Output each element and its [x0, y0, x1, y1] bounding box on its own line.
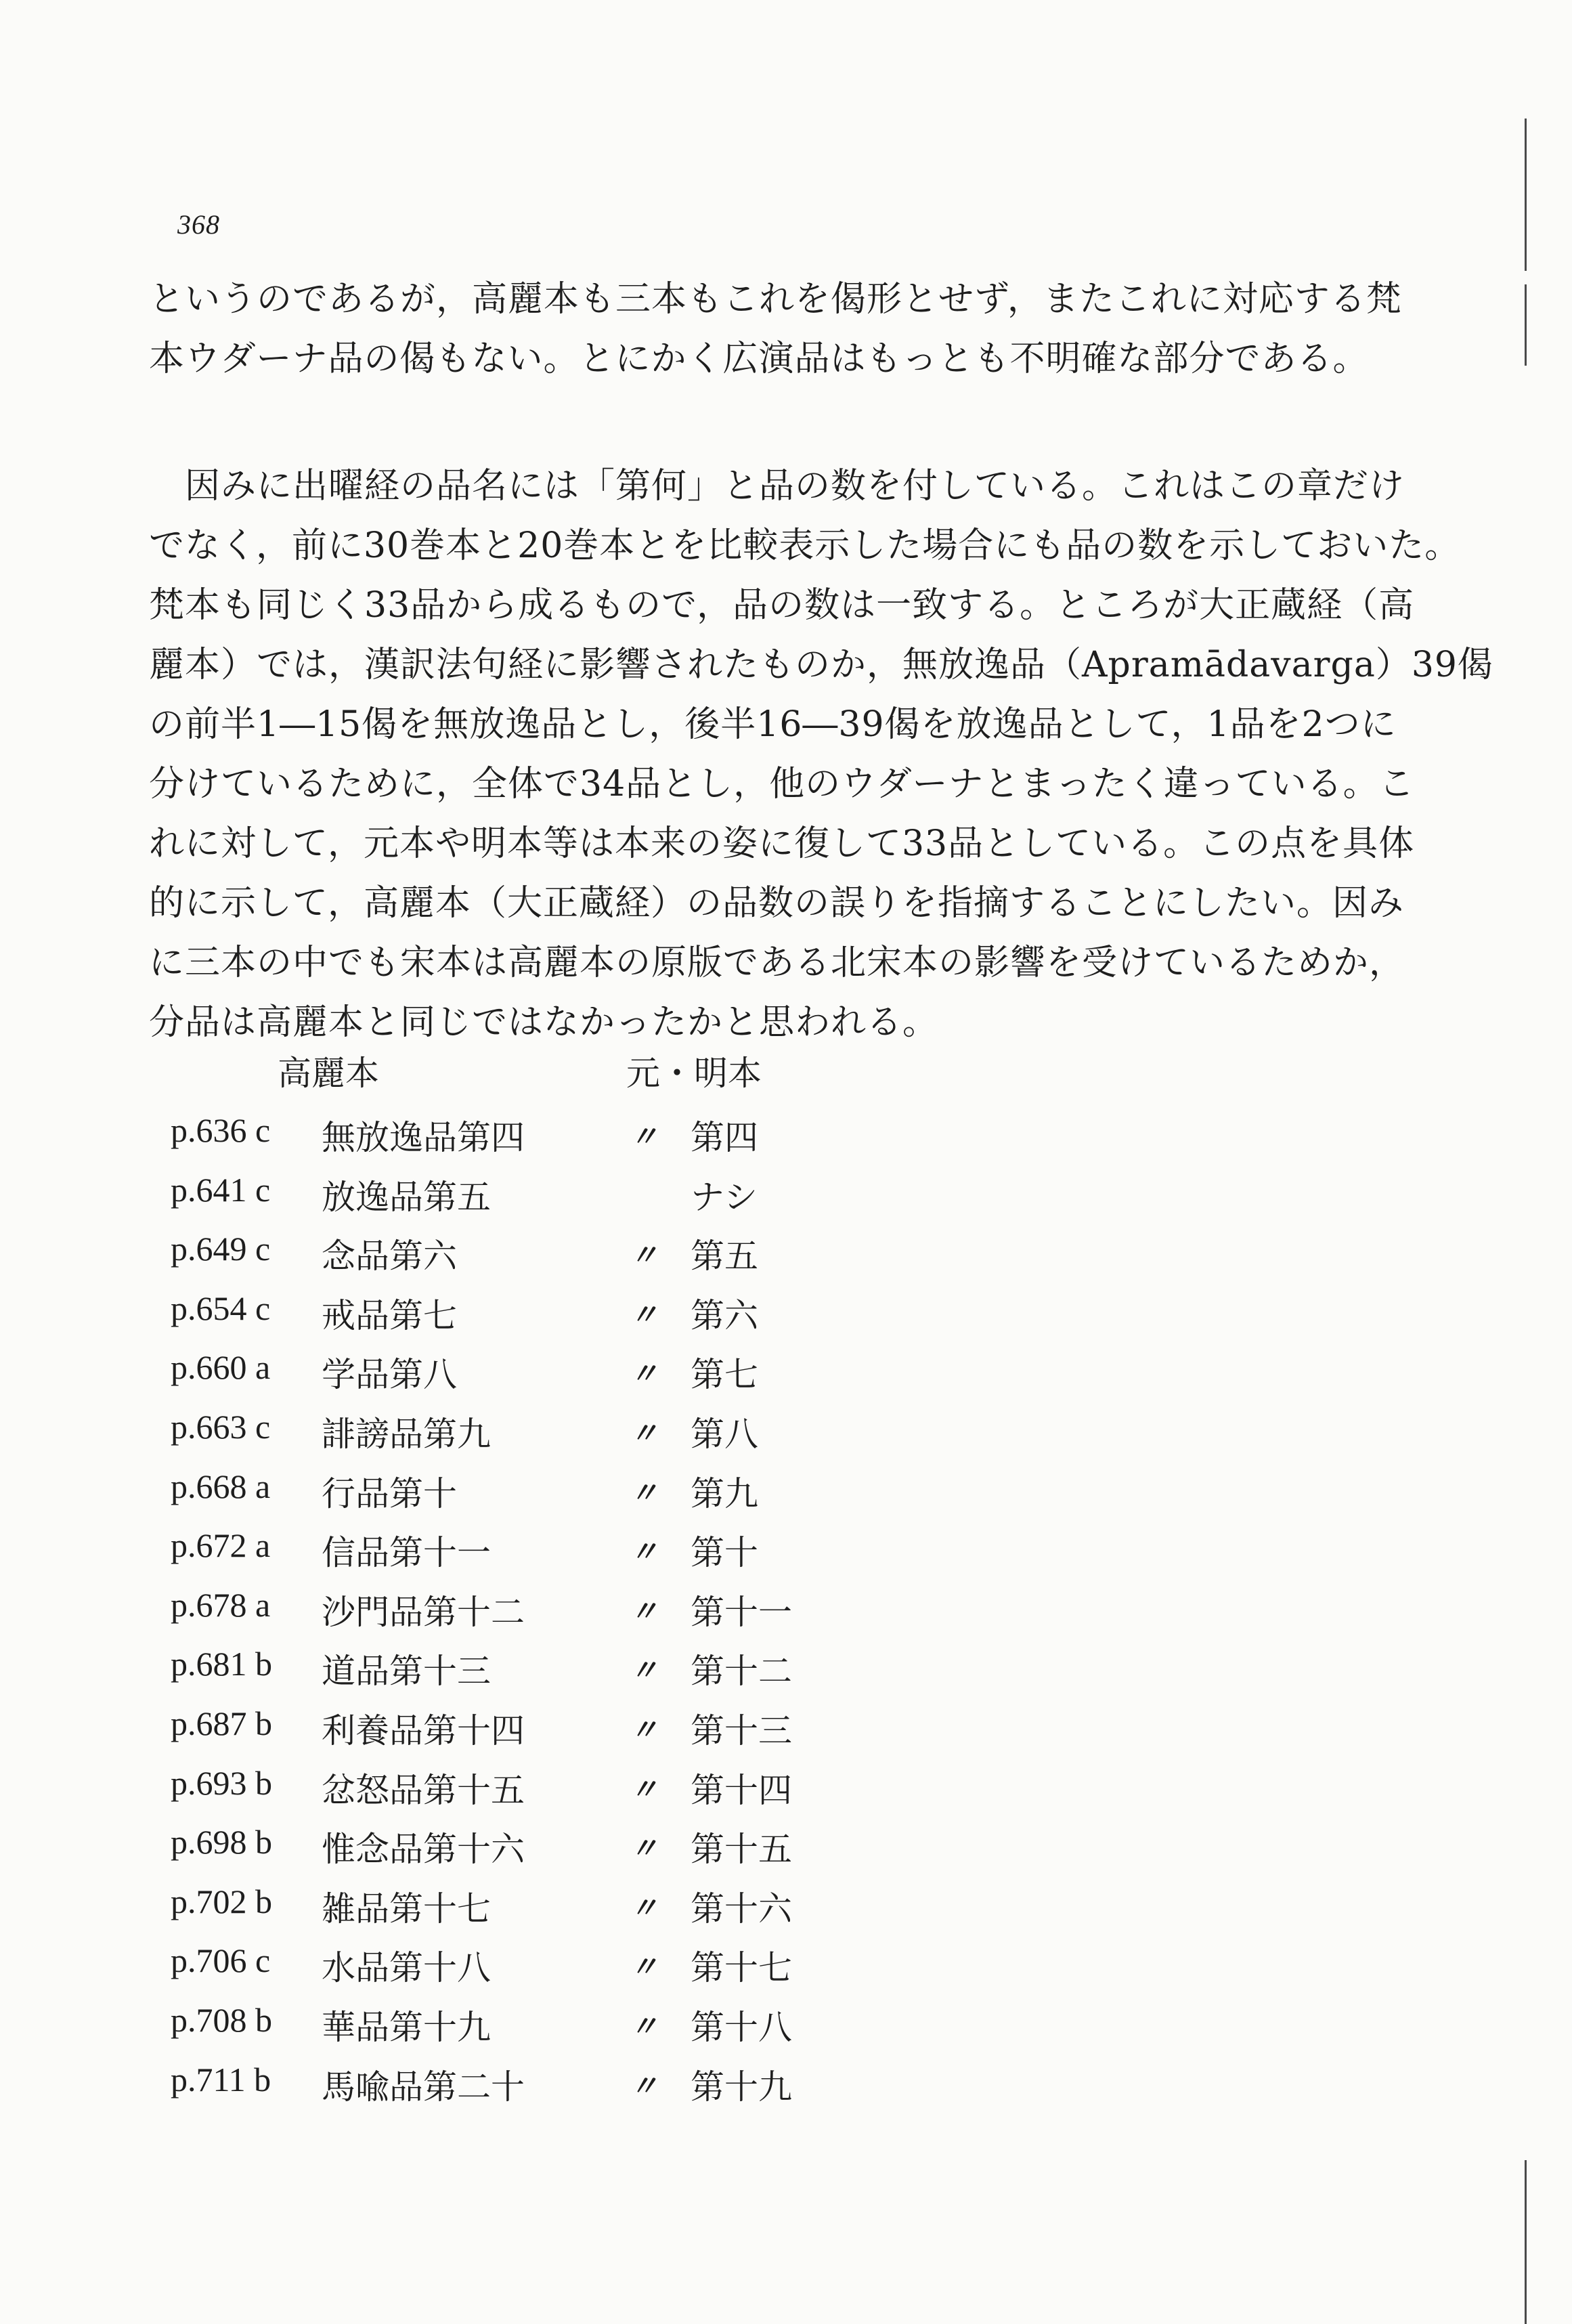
- paragraph-line: 分けているために，全体で34品とし，他のウダーナとまったく違っている。こ: [149, 764, 1415, 804]
- yuan-ming-chapter: 第十五: [691, 1830, 792, 1870]
- page-ref: p.693 b: [171, 1763, 272, 1802]
- yuan-ming-chapter: 第六: [691, 1295, 758, 1335]
- korea-chapter: 惟念品第十六: [322, 1830, 525, 1870]
- korea-chapter: 沙門品第十二: [322, 1592, 525, 1632]
- ditto-mark: 〃: [630, 1359, 659, 1391]
- ditto-mark: 〃: [630, 1656, 659, 1687]
- ditto-mark: 〃: [630, 2011, 659, 2043]
- paragraph-line: れに対して，元本や明本等は本来の姿に復して33品としている。この点を具体: [149, 823, 1415, 864]
- korea-chapter: 利養品第十四: [322, 1710, 525, 1750]
- page-ref: p.668 a: [171, 1467, 271, 1505]
- table-row: [0, 1289, 1572, 1348]
- yuan-ming-chapter: 第十九: [691, 2067, 792, 2107]
- edge-mark-upper: [1525, 284, 1527, 366]
- korea-chapter: 華品第十九: [322, 2007, 491, 2047]
- table-row: [0, 1170, 1572, 1230]
- yuan-ming-chapter: 第八: [691, 1414, 758, 1454]
- korea-chapter: 忿怒品第十五: [322, 1770, 525, 1810]
- yuan-ming-chapter: 第七: [691, 1355, 758, 1395]
- table-row: [0, 2000, 1572, 2060]
- ditto-mark: 〃: [630, 2071, 659, 2103]
- page-ref: p.698 b: [171, 1823, 272, 1862]
- page-ref: p.708 b: [171, 2000, 272, 2039]
- page-ref: p.649 c: [171, 1230, 271, 1268]
- yuan-ming-chapter: 第十一: [691, 1592, 792, 1632]
- paragraph-line: というのであるが，高麗本も三本もこれを偈形とせず，またこれに対応する梵: [149, 279, 1402, 320]
- ditto-mark: 〃: [630, 1478, 659, 1509]
- ditto-mark: 〃: [630, 1952, 659, 1984]
- ditto-mark: 〃: [630, 1241, 659, 1272]
- table-row: [0, 1111, 1572, 1170]
- table-row: [0, 1763, 1572, 1823]
- page-ref: p.681 b: [171, 1645, 272, 1683]
- page-ref: p.636 c: [171, 1111, 271, 1149]
- paragraph-line: に三本の中でも宋本は高麗本の原版である北宋本の影響を受けているためか，: [149, 943, 1405, 983]
- korea-chapter: 行品第十: [322, 1473, 457, 1513]
- page-ref: p.678 a: [171, 1585, 271, 1624]
- yuan-ming-chapter: 第十二: [691, 1652, 792, 1692]
- page-ref: p.641 c: [171, 1170, 271, 1209]
- yuan-ming-chapter: ナシ: [691, 1177, 758, 1217]
- page-ref: p.663 c: [171, 1407, 271, 1446]
- korea-chapter: 道品第十三: [322, 1652, 491, 1692]
- page-ref: p.660 a: [171, 1348, 271, 1387]
- korea-chapter: 放逸品第五: [322, 1177, 491, 1217]
- ditto-mark: 〃: [630, 1299, 659, 1331]
- yuan-ming-chapter: 第十八: [691, 2007, 792, 2047]
- page-ref: p.687 b: [171, 1704, 272, 1742]
- table-header-korea: 高麗本: [278, 1054, 379, 1093]
- table-row: [0, 2060, 1572, 2119]
- ditto-mark: 〃: [630, 1893, 659, 1924]
- korea-chapter: 水品第十八: [322, 1948, 491, 1988]
- table-row: [0, 1822, 1572, 1882]
- comparison-table: [0, 1111, 1572, 2119]
- yuan-ming-chapter: 第十三: [691, 1710, 792, 1750]
- yuan-ming-chapter: 第十七: [691, 1948, 792, 1988]
- table-row: [0, 1348, 1572, 1407]
- table-row: [0, 1467, 1572, 1526]
- yuan-ming-chapter: 第九: [691, 1473, 758, 1513]
- table-row: [0, 1941, 1572, 2000]
- edge-mark-lower: [1525, 2160, 1527, 2324]
- table-row: [0, 1882, 1572, 1941]
- table-row: [0, 1644, 1572, 1704]
- page-ref: p.654 c: [171, 1289, 271, 1327]
- paragraph-2: [149, 456, 1493, 1052]
- paragraph-1: [149, 270, 1402, 389]
- page-ref: p.702 b: [171, 1882, 272, 1920]
- page-ref: p.711 b: [171, 2060, 271, 2099]
- ditto-mark: 〃: [630, 1596, 659, 1628]
- table-row: [0, 1585, 1572, 1645]
- table-row: [0, 1704, 1572, 1763]
- ditto-mark: 〃: [630, 1537, 659, 1569]
- table-header-yuan-ming: 元・明本: [626, 1054, 762, 1093]
- page-number: 368: [177, 209, 220, 240]
- table-row: [0, 1407, 1572, 1467]
- paragraph-line: 梵本も同じく33品から成るもので，品の数は一致する。ところが大正蔵経（高: [149, 585, 1415, 626]
- korea-chapter: 信品第十一: [322, 1533, 491, 1573]
- korea-chapter: 雑品第十七: [322, 1889, 491, 1929]
- paragraph-line: の前半1―15偈を無放逸品とし，後半16―39偈を放逸品として，1品を2つに: [149, 704, 1397, 745]
- paragraph-line: でなく，前に30巻本と20巻本とを比較表示した場合にも品の数を示しておいた。: [149, 525, 1461, 566]
- yuan-ming-chapter: 第四: [691, 1118, 758, 1157]
- paragraph-line: 的に示して，高麗本（大正蔵経）の品数の誤りを指摘することにしたい。因み: [149, 883, 1404, 924]
- paragraph-line: 分品は高麗本と同じではなかったかと思われる。: [149, 1002, 939, 1043]
- edge-mark-top: [1525, 119, 1527, 271]
- korea-chapter: 無放逸品第四: [322, 1118, 525, 1157]
- korea-chapter: 念品第六: [322, 1236, 457, 1276]
- korea-chapter: 学品第八: [322, 1355, 457, 1395]
- yuan-ming-chapter: 第五: [691, 1236, 758, 1276]
- yuan-ming-chapter: 第十四: [691, 1770, 792, 1810]
- paragraph-line: 因みに出曜経の品名には「第何」と品の数を付している。これはこの章だけ: [149, 466, 1405, 507]
- ditto-mark: 〃: [630, 1418, 659, 1450]
- table-row: [0, 1526, 1572, 1585]
- korea-chapter: 戒品第七: [322, 1295, 457, 1335]
- table-row: [0, 1229, 1572, 1289]
- ditto-mark: 〃: [630, 1715, 659, 1746]
- ditto-mark: 〃: [630, 1122, 659, 1153]
- yuan-ming-chapter: 第十六: [691, 1889, 792, 1929]
- page-ref: p.706 c: [171, 1941, 271, 1980]
- ditto-mark: 〃: [630, 1834, 659, 1866]
- korea-chapter: 誹謗品第九: [322, 1414, 491, 1454]
- korea-chapter: 馬喩品第二十: [322, 2067, 525, 2107]
- page-ref: p.672 a: [171, 1526, 271, 1565]
- paragraph-line: 本ウダーナ品の偈もない。とにかく広演品はもっとも不明確な部分である。: [149, 339, 1369, 379]
- ditto-mark: 〃: [630, 1774, 659, 1806]
- paragraph-line: 麗本）では，漢訳法句経に影響されたものか，無放逸品（Apramādavarga）39偈: [149, 645, 1493, 685]
- yuan-ming-chapter: 第十: [691, 1533, 758, 1573]
